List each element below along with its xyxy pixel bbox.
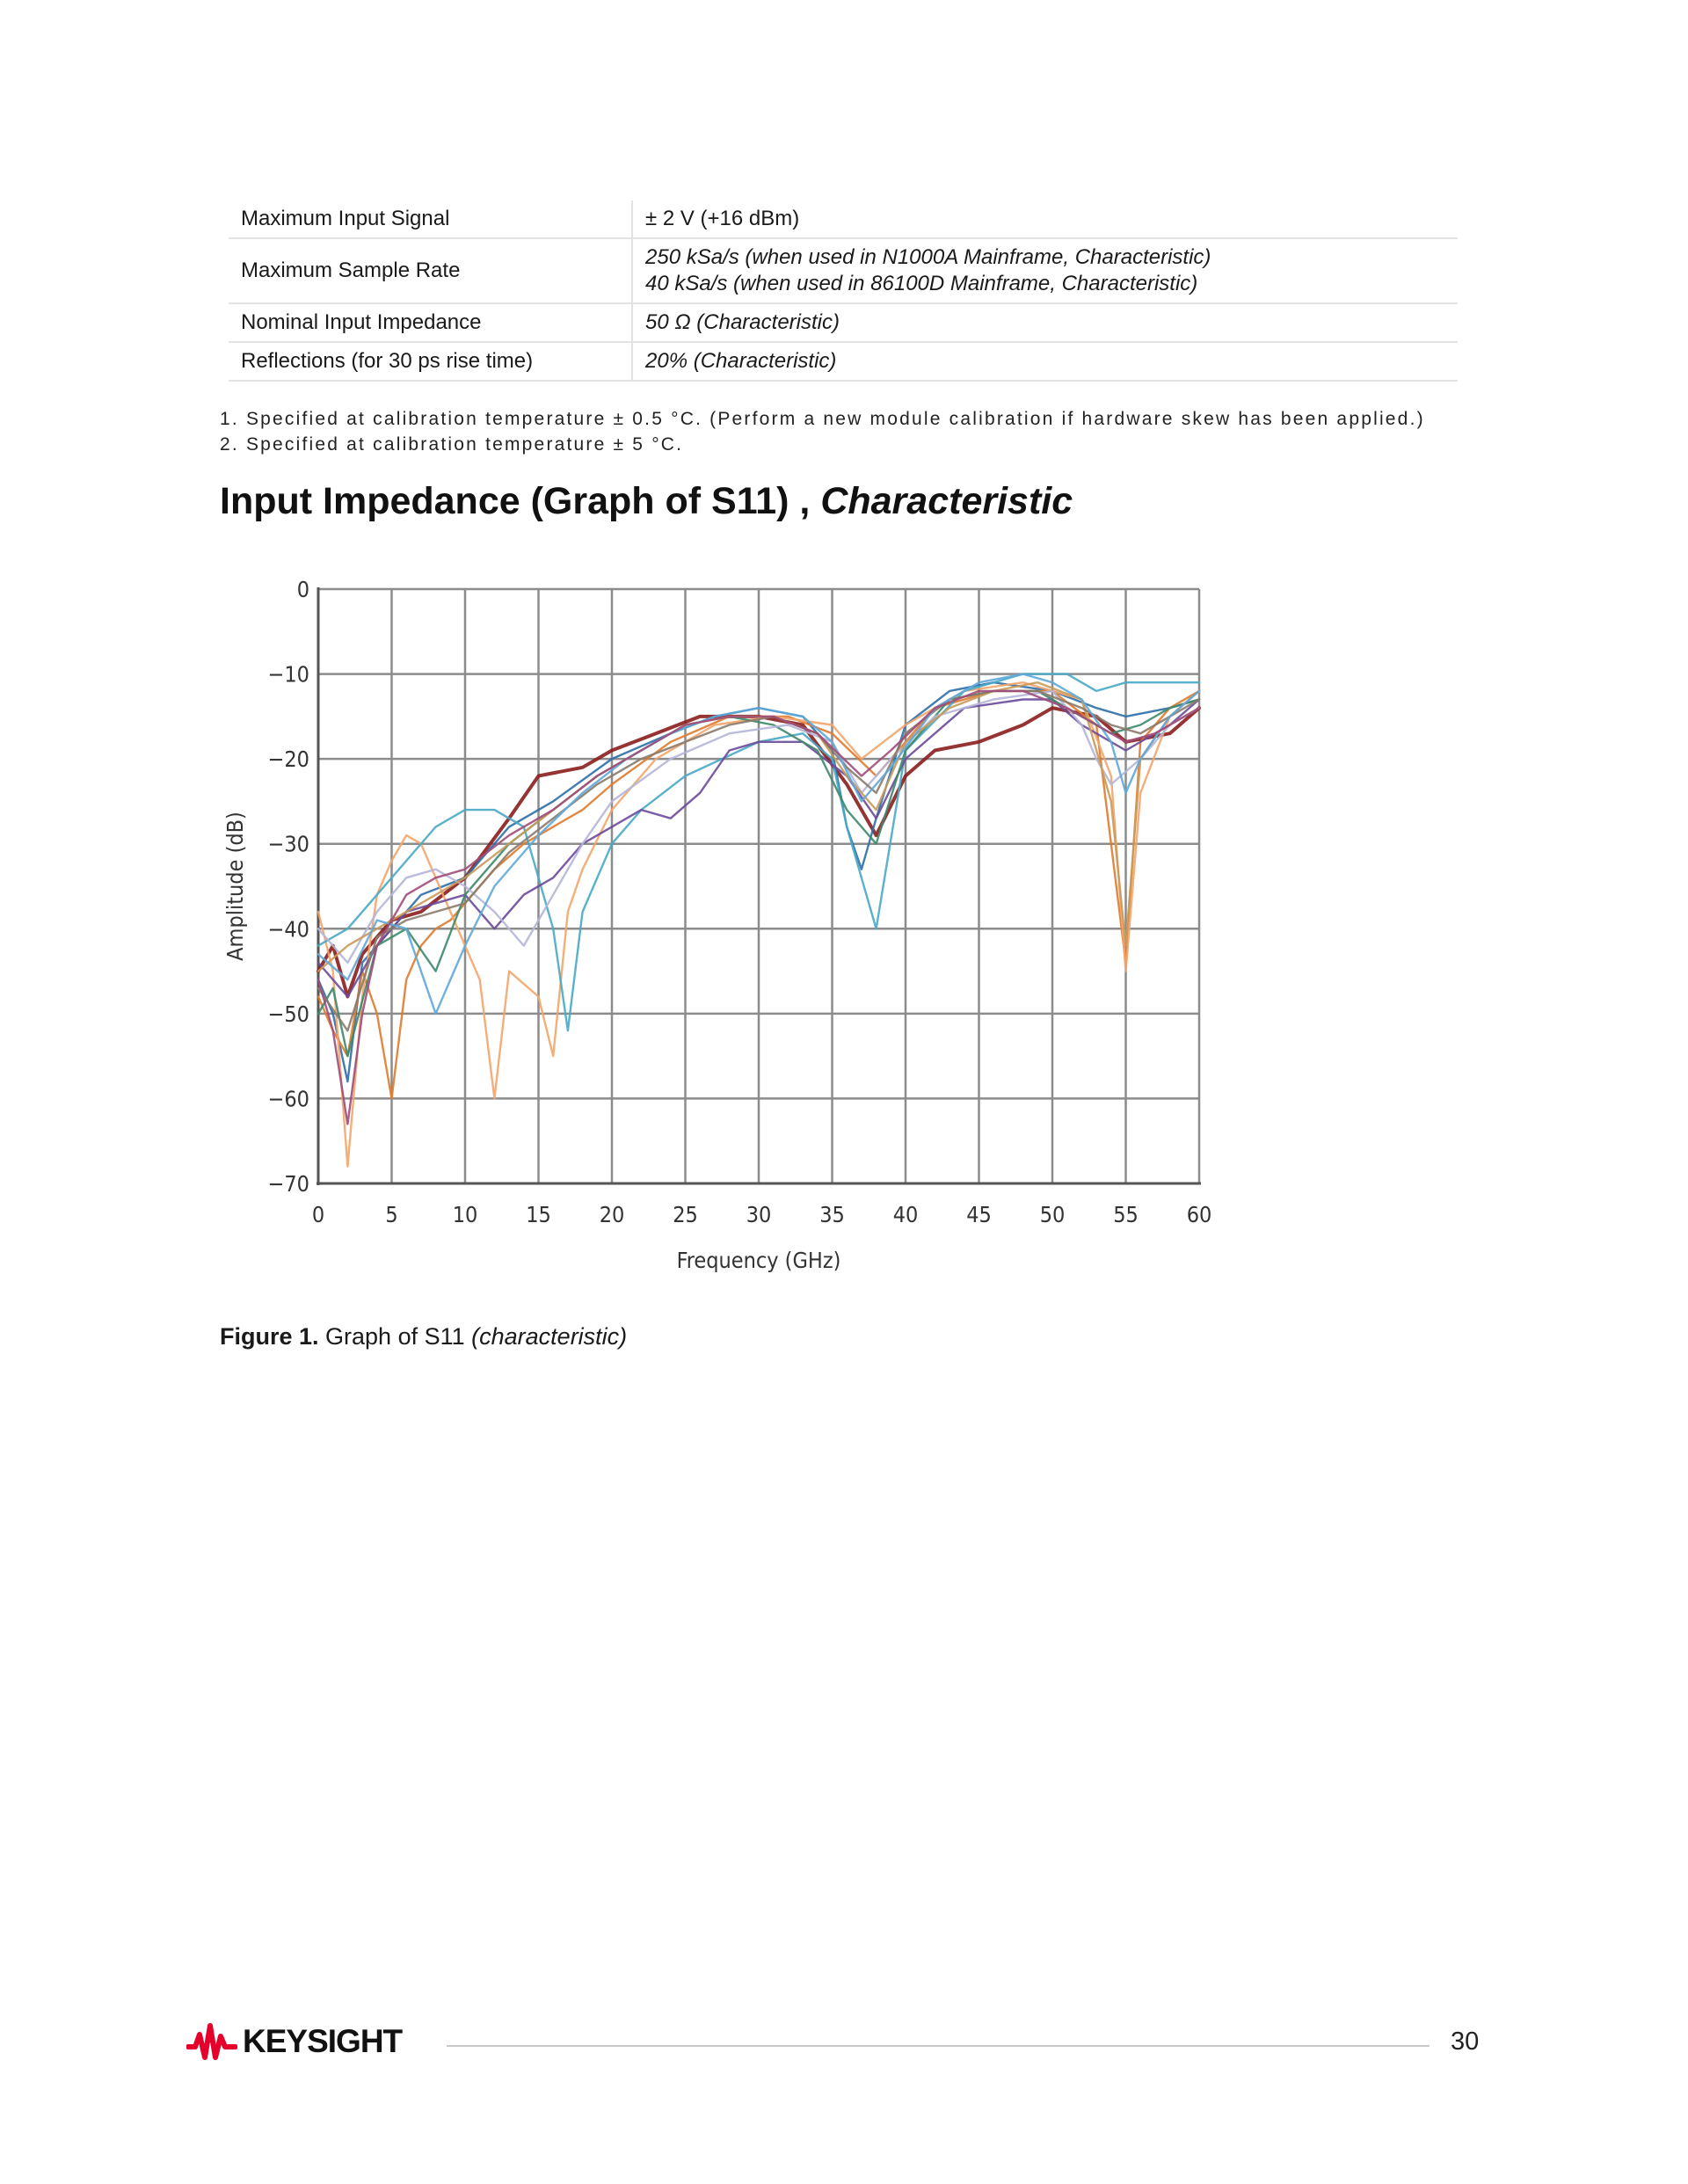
x-tick-label: 20 [599, 1202, 625, 1227]
x-tick-label: 50 [1039, 1202, 1066, 1227]
page-number: 30 [1451, 2027, 1480, 2056]
spec-value: 250 kSa/s (when used in N1000A Mainframe, Characteristic) 40 kSa/s (when used in 86100D Mainframe, Characteristic) [632, 238, 1458, 303]
keysight-wave-icon [186, 2022, 237, 2061]
x-axis-label: Frequency (GHz) [676, 1248, 841, 1273]
x-tick-label: 45 [966, 1202, 992, 1227]
spec-name: Nominal Input Impedance [229, 303, 632, 342]
spec-row [229, 200, 1458, 238]
caption-text: Graph of S11 [318, 1323, 472, 1350]
caption-italic: (characteristic) [471, 1323, 628, 1350]
section-title-italic: Characteristic [820, 480, 1073, 522]
footnotes [220, 406, 1425, 457]
y-tick-label: −10 [267, 661, 309, 688]
s11-chart [211, 563, 1231, 1292]
x-tick-label: 25 [673, 1202, 698, 1227]
footer-divider [447, 2045, 1430, 2047]
y-tick-label: −30 [267, 831, 309, 857]
caption-label: Figure 1. [220, 1323, 319, 1350]
section-title-main: Input Impedance (Graph of S11) , [220, 480, 821, 522]
y-tick-label: −70 [267, 1171, 309, 1197]
spec-row [229, 238, 1458, 303]
spec-name: Maximum Sample Rate [229, 238, 632, 303]
spec-table [229, 200, 1458, 382]
x-tick-label: 35 [819, 1202, 845, 1227]
spec-name: Reflections (for 30 ps rise time) [229, 342, 632, 381]
x-tick-label: 5 [385, 1202, 398, 1227]
keysight-logo [186, 2022, 402, 2061]
footnote: 2. Specified at calibration temperature ± 5 °C. [220, 434, 684, 455]
logo-text: KEYSIGHT [243, 2023, 403, 2059]
spec-row [229, 342, 1458, 381]
y-tick-label: −40 [267, 916, 309, 943]
y-axis-label: Amplitude (dB) [222, 812, 248, 961]
x-tick-label: 60 [1186, 1202, 1212, 1227]
spec-value: ± 2 V (+16 dBm) [632, 200, 1458, 238]
x-tick-label: 0 [311, 1202, 325, 1227]
y-tick-label: 0 [296, 577, 309, 602]
x-tick-label: 15 [526, 1202, 551, 1227]
spec-value: 20% (Characteristic) [632, 342, 1458, 381]
figure-caption [220, 1321, 627, 1352]
section-title [220, 475, 1073, 528]
y-tick-label: −50 [267, 1001, 309, 1027]
x-tick-label: 10 [452, 1202, 478, 1227]
y-tick-label: −20 [267, 746, 309, 773]
spec-row [229, 303, 1458, 342]
x-tick-label: 55 [1113, 1202, 1139, 1227]
y-tick-label: −60 [267, 1086, 309, 1112]
x-tick-label: 30 [746, 1202, 772, 1227]
x-tick-label: 40 [892, 1202, 919, 1227]
footnote: 1. Specified at calibration temperature ± 0.5 °C. (Perform a new module calibration if hardware skew has been applied.) [220, 409, 1425, 429]
spec-value: 50 Ω (Characteristic) [632, 303, 1458, 342]
spec-name: Maximum Input Signal [229, 200, 632, 238]
